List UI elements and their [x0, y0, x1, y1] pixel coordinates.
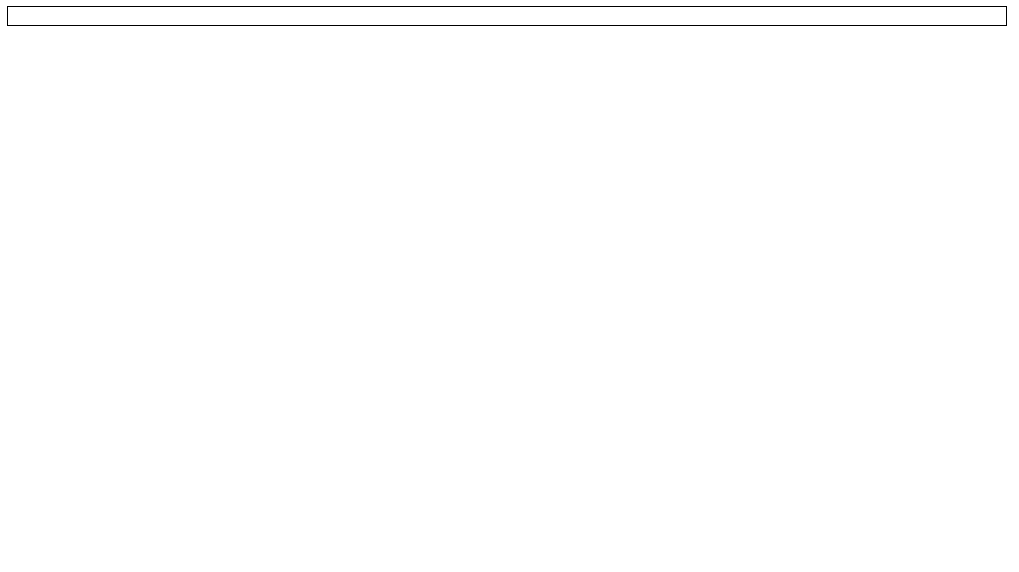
table-title: [8, 7, 1007, 26]
speed-table: [7, 6, 1007, 26]
title-row: [8, 7, 1007, 26]
